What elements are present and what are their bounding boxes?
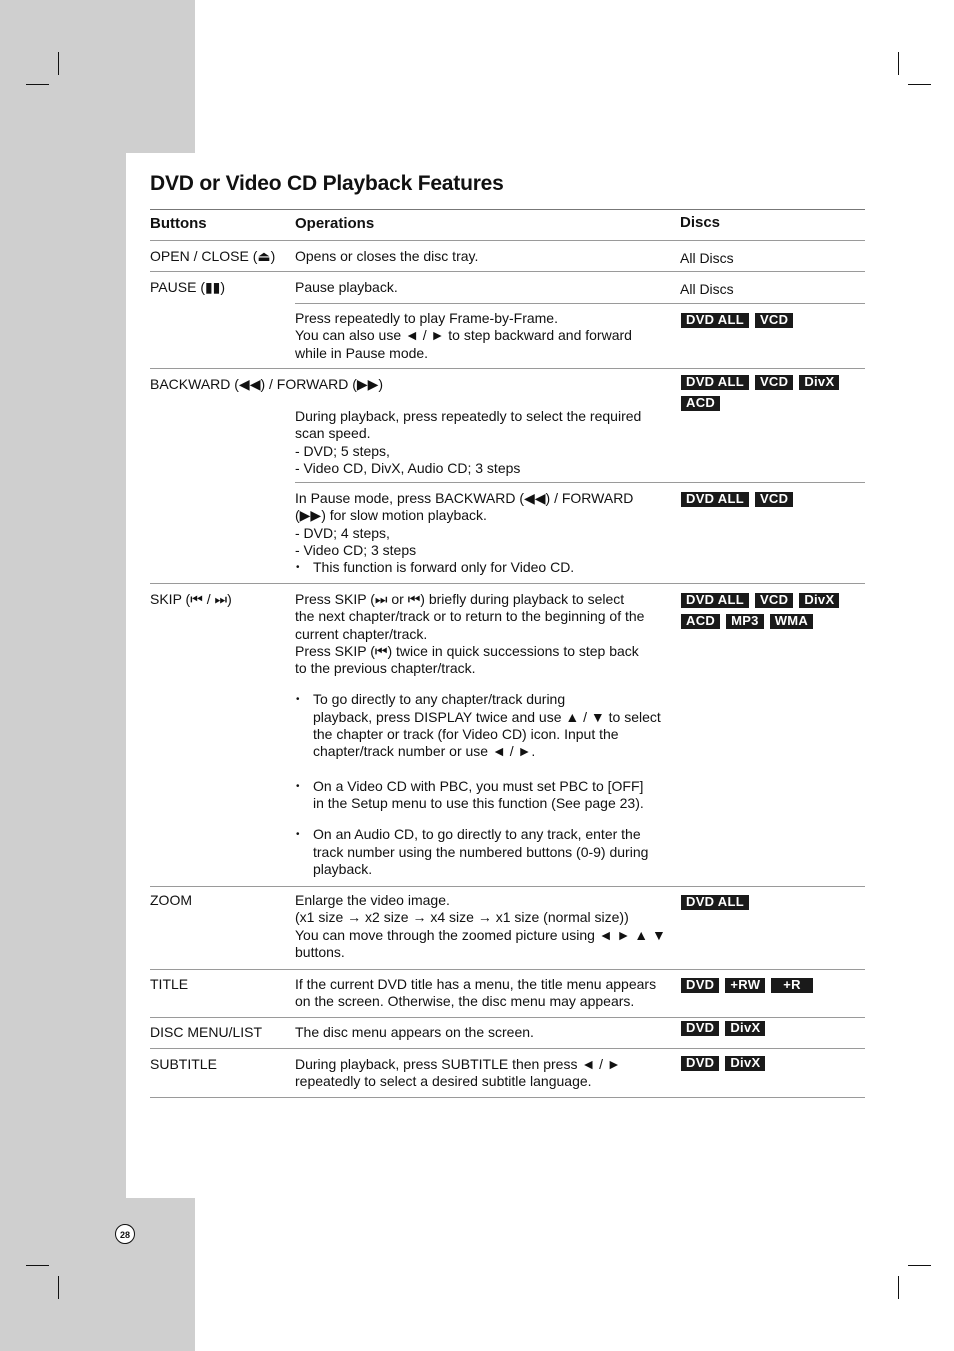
operation-open-close: Opens or closes the disc tray. xyxy=(295,248,479,264)
text-line: track number using the numbered buttons (0-9) during xyxy=(313,843,649,860)
text-line: repeatedly to select a desired subtitle language. xyxy=(295,1073,592,1090)
button-disc-menu: DISC MENU/LIST xyxy=(150,1024,263,1040)
bullet-dot: • xyxy=(296,829,300,841)
disc-badge: ACD xyxy=(681,396,720,411)
bullet-dot: • xyxy=(296,694,300,706)
text-line: In Pause mode, press BACKWARD (◀◀) / FORWARD xyxy=(295,490,634,506)
text-line: - DVD; 4 steps, xyxy=(295,524,390,541)
button-subtitle: SUBTITLE xyxy=(150,1056,217,1072)
text-line: You can also use ◄ / ► to step backward and forward xyxy=(295,327,632,344)
header-rule xyxy=(150,240,865,241)
crop-mark xyxy=(26,84,49,85)
crop-mark xyxy=(58,1276,59,1299)
badge-row xyxy=(681,396,845,417)
text-line: Press repeatedly to play Frame-by-Frame. xyxy=(295,310,558,326)
row-rule xyxy=(150,583,865,584)
button-backward-forward: BACKWARD (◀◀) / FORWARD (▶▶) xyxy=(150,376,384,392)
disc-badge: +R xyxy=(771,978,813,993)
header-operations: Operations xyxy=(295,215,375,232)
discs-scan xyxy=(681,375,845,417)
discs-slow-motion xyxy=(681,492,799,507)
text-line: - DVD; 5 steps, xyxy=(295,442,390,459)
button-open-close: OPEN / CLOSE (⏏) xyxy=(150,248,276,264)
operation-pause: Pause playback. xyxy=(295,279,398,295)
text-line: playback. xyxy=(313,860,373,877)
disc-badge: DVD ALL xyxy=(681,593,749,608)
text-line: On a Video CD with PBC, you must set PBC to [OFF] xyxy=(313,777,644,794)
crop-mark xyxy=(908,1265,931,1266)
discs-subtitle xyxy=(681,1056,771,1071)
disc-badge: VCD xyxy=(755,375,793,390)
page-title: DVD or Video CD Playback Features xyxy=(150,172,504,195)
text-line: playback, press DISPLAY twice and use ▲ / ▼ to select xyxy=(313,708,661,725)
text-line: Enlarge the video image. xyxy=(295,892,450,908)
text-line: in the Setup menu to use this function (See page 23). xyxy=(313,794,644,811)
text-line: (x1 size → x2 size → x4 size → x1 size (normal size)) xyxy=(295,909,629,926)
badge-row xyxy=(681,375,845,396)
text-line: This function is forward only for Video CD. xyxy=(313,559,575,576)
disc-badge: DVD xyxy=(681,1056,719,1071)
text-line: the next chapter/track or to return to the beginning of the xyxy=(295,608,645,625)
disc-badge: DVD ALL xyxy=(681,492,749,507)
disc-badge: ACD xyxy=(681,614,720,629)
text-line: To go directly to any chapter/track during xyxy=(313,691,566,708)
button-pause: PAUSE (▮▮) xyxy=(150,279,226,295)
disc-badge: DVD xyxy=(681,1021,719,1036)
operation-slow-motion xyxy=(295,490,673,576)
text-line: During playback, press repeatedly to select the required xyxy=(295,408,642,424)
discs-frame-by-frame xyxy=(681,313,799,328)
crop-mark xyxy=(908,84,931,85)
disc-badge: DivX xyxy=(799,593,839,608)
table-bottom-rule xyxy=(150,1097,865,1098)
row-rule xyxy=(150,969,865,970)
text-line: The disc menu appears on the screen. xyxy=(295,1024,534,1040)
button-zoom: ZOOM xyxy=(150,892,192,908)
header-discs: Discs xyxy=(680,214,721,231)
operation-subtitle xyxy=(295,1056,673,1091)
text-line: while in Pause mode. xyxy=(295,344,429,361)
text-line: You can move through the zoomed picture using ◄ ► ▲ ▼ xyxy=(295,926,666,943)
disc-badge: +RW xyxy=(725,978,765,993)
row-rule xyxy=(150,886,865,887)
row-rule xyxy=(150,271,865,272)
margin-band-left xyxy=(0,153,126,1198)
row-rule xyxy=(295,303,865,304)
badge-row xyxy=(681,593,845,614)
button-skip: SKIP (⏮ / ⏭) xyxy=(150,591,232,607)
disc-badge: WMA xyxy=(770,614,813,629)
disc-badge: DVD xyxy=(681,978,719,993)
operation-disc-menu xyxy=(295,1024,673,1041)
text-line: If the current DVD title has a menu, the title menu appears xyxy=(295,976,657,992)
badge-row xyxy=(681,614,845,635)
text-line: the chapter or track (for Video CD) icon. Input the xyxy=(313,726,619,743)
text-line: - Video CD; 3 steps xyxy=(295,541,417,558)
disc-badge: VCD xyxy=(755,593,793,608)
discs-zoom xyxy=(681,895,755,910)
text-line: (▶▶) for slow motion playback. xyxy=(295,507,487,524)
disc-badge: DVD ALL xyxy=(681,313,749,328)
bullet-note xyxy=(295,826,673,878)
operation-title xyxy=(295,976,673,1011)
crop-mark xyxy=(898,52,899,75)
disc-badge: DVD ALL xyxy=(681,375,749,390)
margin-band-top xyxy=(0,0,195,153)
operation-frame-by-frame xyxy=(295,310,673,362)
crop-mark xyxy=(58,52,59,75)
crop-mark xyxy=(26,1265,49,1266)
row-rule xyxy=(295,482,865,483)
text-line: buttons. xyxy=(295,943,345,960)
bullet-note xyxy=(295,778,673,813)
row-rule xyxy=(150,1017,865,1018)
disc-badge: MP3 xyxy=(726,614,764,629)
row-rule xyxy=(150,368,865,369)
bullet-note xyxy=(295,691,673,760)
operation-scan xyxy=(295,408,673,477)
text-line: on the screen. Otherwise, the disc menu may appears. xyxy=(295,993,635,1010)
margin-band-bottom xyxy=(0,1198,195,1351)
text-line: On an Audio CD, to go directly to any track, enter the xyxy=(313,826,641,843)
button-title: TITLE xyxy=(150,976,189,992)
bullet-note xyxy=(295,559,673,576)
operation-zoom xyxy=(295,892,673,961)
text-line: - Video CD, DivX, Audio CD; 3 steps xyxy=(295,459,521,476)
operation-skip xyxy=(295,591,673,878)
bullet-dot: • xyxy=(296,562,300,574)
disc-badge: DivX xyxy=(725,1056,765,1071)
text-line: During playback, press SUBTITLE then press ◄ / ► xyxy=(295,1056,621,1072)
row-rule xyxy=(150,1048,865,1049)
text-line: Press SKIP (⏭ or ⏮) briefly during playback to select xyxy=(295,591,625,607)
discs-skip xyxy=(681,593,845,635)
text-line: current chapter/track. xyxy=(295,625,428,642)
page-number: 28 xyxy=(115,1224,135,1244)
disc-badge: DivX xyxy=(799,375,839,390)
discs-pause: All Discs xyxy=(680,281,734,297)
disc-badge: VCD xyxy=(755,313,793,328)
disc-badge: DVD ALL xyxy=(681,895,749,910)
text-line: chapter/track number or use ◄ / ►. xyxy=(313,743,536,760)
header-buttons: Buttons xyxy=(150,215,207,232)
discs-title xyxy=(681,978,819,993)
disc-badge: DivX xyxy=(725,1021,765,1036)
discs-open-close: All Discs xyxy=(680,250,734,266)
disc-badge: VCD xyxy=(755,492,793,507)
text-line: scan speed. xyxy=(295,425,371,442)
bullet-dot: • xyxy=(296,780,300,792)
table-top-rule xyxy=(150,209,865,210)
crop-mark xyxy=(898,1276,899,1299)
discs-disc-menu xyxy=(681,1021,771,1036)
text-line: to the previous chapter/track. xyxy=(295,660,476,677)
text-line: Press SKIP (⏮) twice in quick successions to step back xyxy=(295,642,639,659)
